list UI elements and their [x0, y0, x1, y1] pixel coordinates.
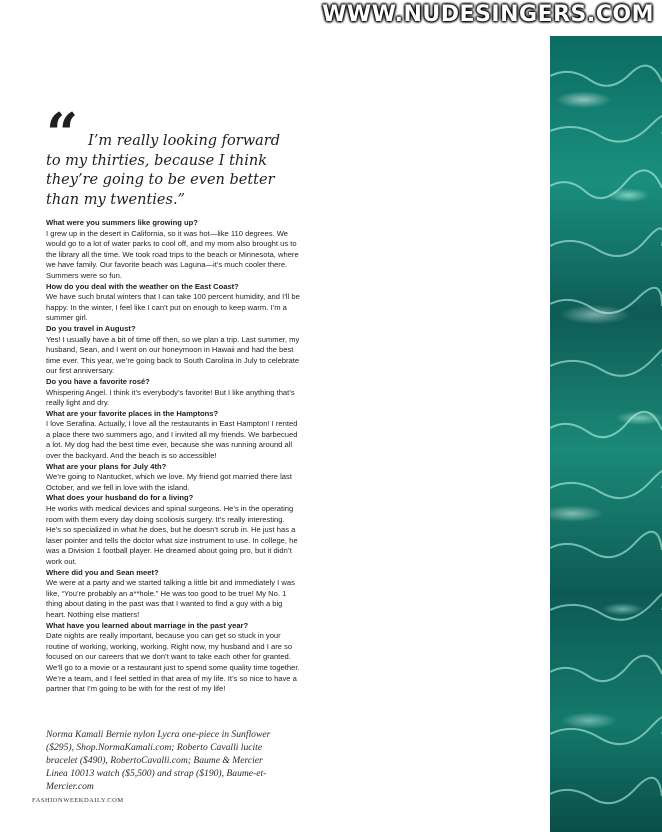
qa-item — [46, 409, 300, 462]
qa-item — [46, 621, 300, 695]
pull-quote — [46, 101, 296, 210]
interview-body — [46, 218, 300, 695]
interview-question: Do you have a favorite rosé? — [46, 376, 150, 386]
footer-url: FASHIONWEEKDAILY.COM — [32, 797, 124, 804]
interview-answer: We’re going to Nantucket, which we love. My friend got married there last October, and we fell in love with the island. — [46, 472, 292, 492]
interview-question: What were you summers like growing up? — [46, 218, 198, 227]
watermark: WWW.NUDESINGERS.COM — [322, 2, 654, 27]
qa-item — [46, 493, 300, 567]
pool-water-photo — [550, 36, 662, 832]
qa-item — [46, 568, 300, 621]
qa-item — [46, 282, 300, 324]
interview-answer: We were at a party and we started talking a little bit and immediately I was like, “You’re probably an a**hole.” He was too good to be true! My No. 1 thing about dating in the past was that I wanted to find a guy with a big heart. Nothing else matters! — [46, 578, 295, 619]
interview-question: What are your favorite places in the Hamptons? — [46, 408, 219, 418]
water-ripples — [550, 36, 662, 832]
interview-question: Do you travel in August? — [46, 323, 136, 333]
qa-item — [46, 377, 300, 409]
interview-answer: Whispering Angel. I think it’s everybody’s favorite! But I like anything that’s really light and dry. — [46, 387, 295, 408]
interview-question: What does your husband do for a living? — [46, 493, 194, 503]
qa-item — [46, 218, 300, 282]
fashion-credits: Norma Kamali Bernie nylon Lycra one-piece in Sunflower ($295), Shop.NormaKamali.com; Roberto Cavalli lucite bracelet ($490), RobertoCavalli.com; Baume & Mercier Linea 10013 watch ($5,500) and strap ($190), Baume-et-Mercier.com — [46, 729, 271, 793]
interview-question: Where did you and Sean meet? — [46, 567, 159, 577]
qa-item — [46, 462, 300, 494]
interview-answer: We have such brutal winters that I can take 100 percent humidity, and I’ll be happy. In the winter, I feel like I can’t put on enough to keep warm. I’m a summer girl. — [46, 292, 300, 323]
interview-answer: Date nights are really important, because you can get so stuck in your routine of working, working, working. Right now, my husband and I are so focused on our careers that we don’t want to take each other for granted. We’ll go to a movie or a restaurant just to spend some quality time together. We’re a team, and I feel settled in that area of my life. It’s so nice to have a partner that I’m going to be with for the rest of my life! — [46, 631, 300, 694]
interview-question: How do you deal with the weather on the East Coast? — [46, 281, 239, 291]
interview-answer: He works with medical devices and spinal surgeons. He’s in the operating room with them every day doing scoliosis surgery. It’s really interesting. He’s so specialized in what he does, but he doesn’t scrub in. He just has a laser pointer and tells the doctor what size instrument to use. In college, he was a Division 1 football player. He dreamed about going pro, but it didn’t work out. — [46, 504, 298, 566]
qa-item — [46, 324, 300, 377]
interview-answer: I grew up in the desert in California, so it was hot—like 110 degrees. We would go to a lot of water parks to cool off, and my mom also brought us to the library all the time. We took road trips to the beach or Minnesota, where we have family. Our favorite beach was Laguna—it’s much cooler there. Summers were so fun. — [46, 228, 299, 280]
interview-answer: Yes! I usually have a bit of time off then, so we plan a trip. Last summer, my husband, Sean, and I went on our honeymoon in Hawaii and had the best time ever. This year, we’re going back to South Carolina in July to celebrate our first anniversary. — [46, 334, 300, 376]
interview-answer: I love Serafina. Actually, I love all the restaurants in East Hampton! I rented a place there two summers ago, and I invited all my friends. We barbecued a lot. My dog had the best time ever, because she was running around all over the backyard. And the beach is so accessible! — [46, 419, 298, 461]
interview-question: What have you learned about marriage in the past year? — [46, 620, 249, 630]
quote-mark-icon: “ — [46, 101, 79, 167]
interview-question: What are your plans for July 4th? — [46, 461, 167, 471]
pull-quote-text: I’m really looking forward to my thirties, because I think they’re going to be even better than my twenties.” — [46, 133, 280, 208]
